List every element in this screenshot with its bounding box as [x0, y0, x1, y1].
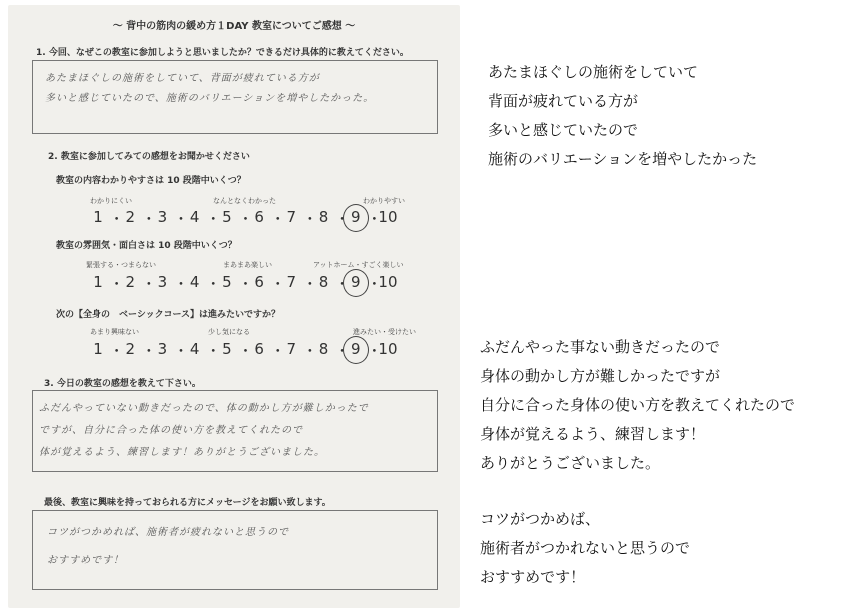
scale-number: 1 — [93, 208, 103, 226]
scale-3-label-low: あまり興味ない — [90, 328, 139, 336]
handwritten-line: 多いと感じていたので、施術のバリエーションを増やしたかった。 — [45, 93, 375, 104]
scale-1-label-mid: なんとなくわかった — [213, 197, 276, 205]
answer-box-4 — [32, 510, 438, 590]
survey-sheet-photo — [8, 5, 460, 608]
scale-number: 10 — [378, 208, 398, 226]
scale-number: 2 — [125, 208, 135, 226]
scale-1-question: 教室の内容わかりやすさは 10 段階中いくつ？ — [56, 176, 246, 186]
scale-number: 1 — [93, 273, 103, 291]
scale-number: 4 — [189, 208, 200, 226]
scale-2-label-high: アットホーム・すごく楽しい — [313, 261, 404, 269]
scale-number: 1 — [93, 340, 103, 358]
scale-2-label-low: 緊張する・つまらない — [86, 261, 156, 269]
scale-number: 4 — [189, 340, 200, 358]
transcription-block-3 — [480, 505, 690, 592]
question-2: 2. 教室に参加してみての感想をお聞かせください — [48, 152, 250, 162]
transcription-line: 自分に合った身体の使い方を教えてくれたので — [480, 396, 796, 414]
scale-number: 3 — [157, 273, 168, 291]
rating-scale-2: 1 ・ 2 ・ 3 ・ 4 ・ 5 ・ 6 ・ 7 ・ 8 ・ 9 ・ 10 — [88, 273, 398, 294]
transcription-block-1 — [488, 58, 757, 174]
scale-2-label-mid: まあまあ楽しい — [223, 261, 272, 269]
scale-number: 7 — [286, 208, 297, 226]
scale-number-selected: 9 — [346, 208, 366, 229]
scale-number: 3 — [157, 208, 168, 226]
scale-number-selected: 9 — [346, 340, 366, 361]
scale-number: 2 — [125, 340, 135, 358]
scale-number: 5 — [222, 340, 232, 358]
transcription-line: 施術のバリエーションを増やしたかった — [488, 150, 758, 168]
scale-number: 10 — [378, 273, 398, 291]
transcription-line: 多いと感じていたので — [488, 121, 639, 139]
scale-2-question: 教室の雰囲気・面白さは 10 段階中いくつ？ — [56, 241, 237, 251]
handwritten-line: コツがつかめれば、施術者が疲れないと思うので — [47, 527, 289, 538]
transcription-line: 背面が疲れている方が — [488, 92, 639, 110]
handwritten-line: ふだんやっていない動きだったので、体の動かし方が難しかったで — [39, 403, 369, 414]
scale-number: 8 — [318, 340, 329, 358]
scale-number: 2 — [125, 273, 135, 291]
scale-number: 6 — [254, 340, 264, 358]
question-1: 1. 今回、なぜこの教室に参加しようと思いましたか？できるだけ具体的に教えてください。 — [36, 48, 409, 58]
scale-3-label-mid: 少し気になる — [208, 328, 250, 336]
scale-number: 6 — [254, 273, 264, 291]
transcription-line: ふだんやった事ない動きだったので — [480, 338, 721, 356]
scale-number-selected: 9 — [346, 273, 366, 294]
handwritten-line: ですが、自分に合った体の使い方を教えてくれたので — [39, 425, 303, 436]
scale-3-label-high: 進みたい・受けたい — [353, 328, 416, 336]
scale-1-label-low: わかりにくい — [90, 197, 132, 205]
scale-number: 5 — [222, 273, 232, 291]
transcription-line: 施術者がつかれないと思うので — [480, 539, 691, 557]
scale-number: 7 — [286, 340, 297, 358]
sheet-title: 〜 背中の筋肉の緩め方１DAY 教室についてご感想 〜 — [112, 21, 356, 32]
rating-scale-1: 1 ・ 2 ・ 3 ・ 4 ・ 5 ・ 6 ・ 7 ・ 8 ・ 9 ・ 10 — [88, 208, 398, 229]
transcription-line: ありがとうございました。 — [480, 454, 661, 472]
transcription-line: コツがつかめば、 — [480, 510, 601, 528]
scale-number: 5 — [222, 208, 232, 226]
scale-number: 6 — [254, 208, 264, 226]
transcription-line: 身体が覚えるよう、練習します！ — [480, 425, 706, 443]
transcription-block-2 — [480, 333, 795, 478]
answer-box-1 — [32, 60, 438, 134]
scale-number: 7 — [286, 273, 297, 291]
rating-scale-3: 1 ・ 2 ・ 3 ・ 4 ・ 5 ・ 6 ・ 7 ・ 8 ・ 9 ・ 10 — [88, 340, 398, 361]
transcription-line: あたまほぐしの施術をしていて — [488, 63, 699, 81]
scale-1-label-high: わかりやすい — [363, 197, 405, 205]
scale-number: 8 — [318, 208, 329, 226]
handwritten-line: 体が覚えるよう、練習します！ありがとうございました。 — [39, 447, 325, 458]
scale-number: 3 — [157, 340, 168, 358]
question-4: 最後、教室に興味を持っておられる方にメッセージをお願い致します。 — [44, 498, 331, 508]
answer-box-3 — [32, 390, 438, 472]
scale-number: 4 — [189, 273, 200, 291]
handwritten-line: おすすめです！ — [47, 555, 125, 566]
handwritten-line: あたまほぐしの施術をしていて、背面が疲れている方が — [45, 73, 320, 84]
scale-3-question: 次の【全身の ベーシックコース】は進みたいですか？ — [56, 310, 281, 320]
transcription-line: 身体の動かし方が難しかったですが — [480, 367, 721, 385]
scale-number: 10 — [378, 340, 398, 358]
scale-number: 8 — [318, 273, 329, 291]
transcription-line: おすすめです！ — [480, 568, 586, 586]
question-3: 3. 今日の教室の感想を教えて下さい。 — [44, 379, 201, 389]
